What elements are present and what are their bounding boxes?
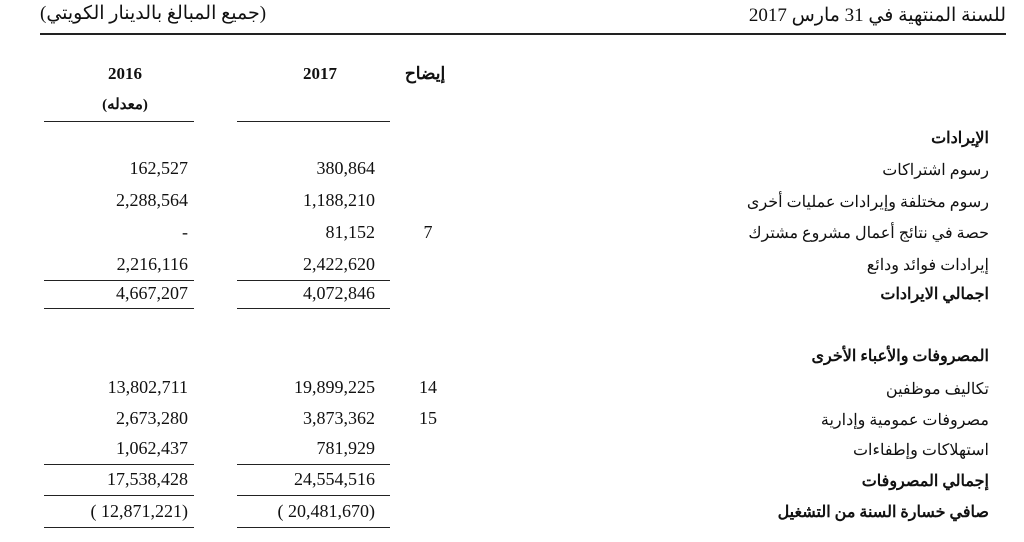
row-label: استهلاكات وإطفاءات: [852, 442, 989, 459]
restated-label: (معدله): [102, 97, 148, 113]
value-2017: 3,873,362: [303, 408, 375, 428]
note-ref: 14: [419, 377, 437, 397]
value-2017: 2,422,620: [303, 254, 375, 274]
row-label: إيرادات فوائد ودائع: [866, 257, 989, 274]
value-2016: 2,288,564: [116, 190, 188, 210]
net-loss-2016: ( 12,871,221): [90, 501, 188, 521]
currency-note: (جميع المبالغ بالدينار الكويتي): [40, 3, 267, 24]
net-rule: [44, 527, 194, 528]
row-label: تكاليف موظفين: [885, 381, 989, 398]
statement-period: للسنة المنتهية في 31 مارس 2017: [748, 5, 1006, 26]
value-2016: 2,673,280: [116, 408, 188, 428]
row-label: حصة في نتائج أعمال مشروع مشترك: [748, 225, 989, 242]
row-label: مصروفات عمومية وإدارية: [820, 412, 989, 429]
value-2016: 162,527: [129, 158, 188, 178]
subtotal-rule: [237, 464, 390, 465]
value-2017: 19,899,225: [294, 377, 375, 397]
subtotal-rule: [44, 464, 194, 465]
value-2016: 1,062,437: [116, 438, 188, 458]
row-label: رسوم مختلفة وإيرادات عمليات أخرى: [746, 194, 989, 211]
row-label: رسوم اشتراكات: [882, 162, 989, 179]
subtotal-rule: [237, 280, 390, 281]
net-loss-label: صافي خسارة السنة من التشغيل: [777, 504, 989, 521]
total-rule: [237, 308, 390, 309]
total-rule: [44, 495, 194, 496]
value-2017: 1,188,210: [303, 190, 375, 210]
total-revenue-label: اجمالي الايرادات: [880, 286, 989, 303]
total-expenses-2016: 17,538,428: [107, 469, 188, 489]
total-expenses-2017: 24,554,516: [294, 469, 375, 489]
note-column-header: إيضاح: [404, 64, 446, 83]
value-2016: -: [182, 222, 188, 242]
year-2016-header: 2016: [108, 64, 142, 83]
value-2017: 781,929: [316, 438, 375, 458]
note-ref: 15: [419, 408, 437, 428]
subtotal-rule: [44, 280, 194, 281]
expenses-section-title: المصروفات والأعباء الأخرى: [811, 348, 989, 365]
year-2017-header: 2017: [303, 64, 337, 83]
revenue-section-title: الإيرادات: [931, 130, 989, 147]
net-rule: [237, 527, 390, 528]
total-revenue-2017: 4,072,846: [303, 283, 375, 303]
note-ref: 7: [423, 222, 433, 242]
value-2017: 81,152: [325, 222, 375, 242]
col-2016-header-rule: [44, 121, 194, 122]
value-2016: 13,802,711: [107, 377, 188, 397]
total-revenue-2016: 4,667,207: [116, 283, 188, 303]
value-2016: 2,216,116: [116, 254, 188, 274]
net-loss-2017: ( 20,481,670): [277, 501, 375, 521]
header-rule: [40, 33, 1006, 35]
total-rule: [44, 308, 194, 309]
total-rule: [237, 495, 390, 496]
total-expenses-label: إجمالي المصروفات: [861, 473, 989, 490]
value-2017: 380,864: [316, 158, 375, 178]
col-2017-header-rule: [237, 121, 390, 122]
